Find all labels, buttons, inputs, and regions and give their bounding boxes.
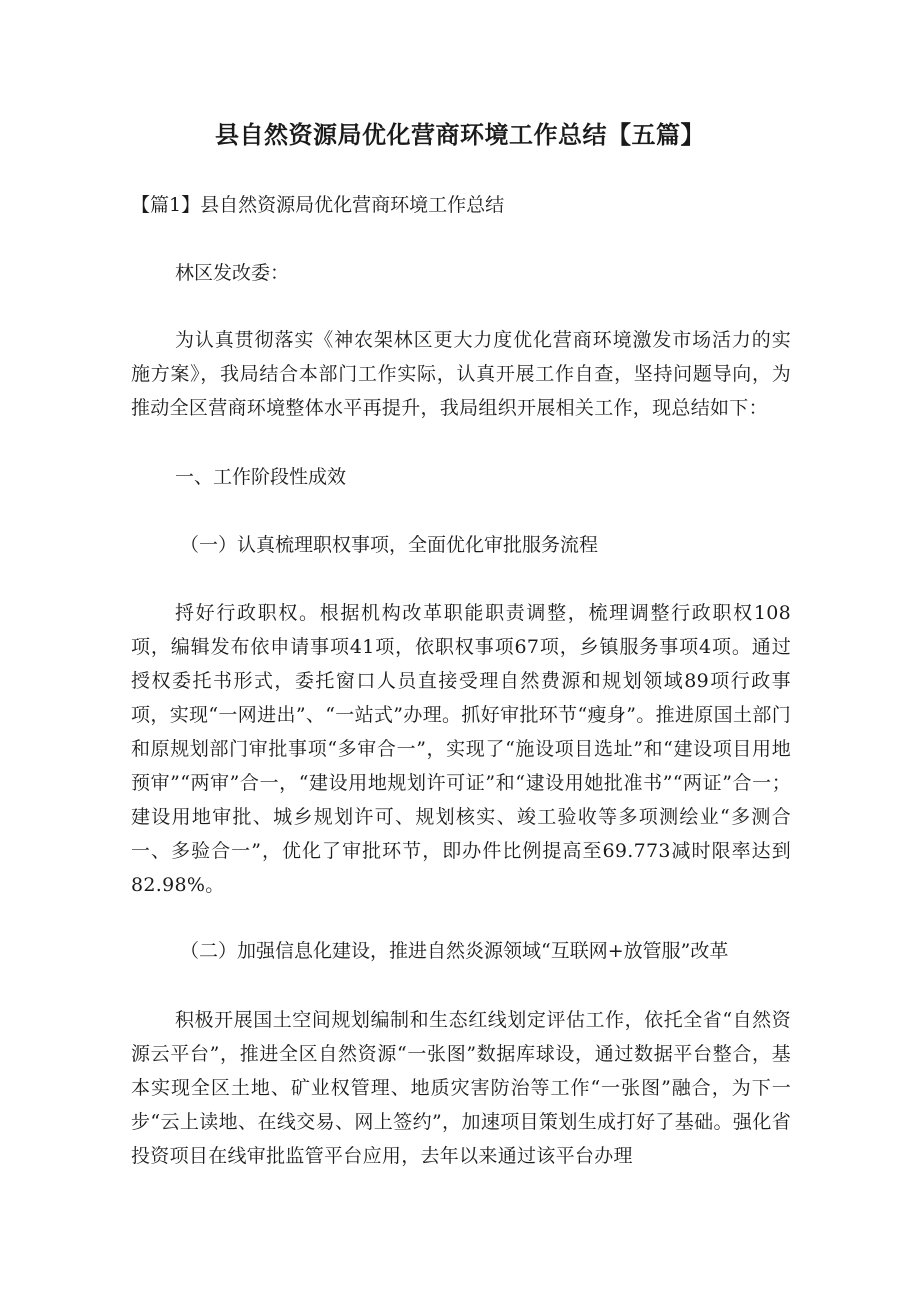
body-paragraph-2: 积极开展国土空间规划编制和生态红线划定评估工作，依托全省“自然资源云平台”，推进全区自然资源“一张图”数据库球设，通过数据平台整合，基本实现全区土地、矿业权管理、地质灾害防治等工作“一张图”融合，为下一步“云上读地、在线交易、网上签约”，加速项目策划生成打好了基础。强化省投资项目在线审批监管平台应用，去年以来通过该平台办理 (131, 1009, 791, 1167)
document-title: 县自然资源局优化营商环境工作总结【五篇】 (215, 121, 705, 149)
salutation: 林区发改委： (175, 262, 290, 284)
body-paragraph-1: 捋好行政职权。根据机构改革职能职责调整，梳理调整行政职权108项，编辑发布依申请事项41项，依职权事项67项，乡镇服务事项4项。通过授权委托书形式，委托窗口人员直接受理自然费源和规划领域89项行政事项，实现“一网进出”、“一站式”办理。抓好审批环节“瘦身”。推进原国土部门和原规划部门审批事项“多审合一”，实现了“施设项目选址”和“建设项目用地预审”“两审”合一，“建设用地规划许可证”和“逮设用她批准书”“两证”合一；建设用地审批、城乡规划许可、规划核实、竣工验收等多项测绘业“多测合一、多验合一”，优化了审批环节，即办件比例提高至69.773减时限率达到82.98%。 (131, 602, 791, 896)
article-subtitle: 【篇1】县自然资源局优化营商环境工作总结 (131, 194, 505, 216)
subsection-heading-1: （一）认真梳理职权事项，全面优化审批服务流程 (180, 534, 599, 556)
subsection-heading-2: （二）加强信息化建设，推进自然炎源领域“互联网+放管服”改革 (180, 940, 729, 962)
section-heading: 一、工作阶段性成效 (175, 466, 347, 488)
intro-paragraph: 为认真贯彻落实《神农架林区更大力度优化营商环境激发市场活力的实施方案》，我局结合本部门工作实际，认真开展工作自查，坚持问题导向，为推动全区营商环境整体水平再提升，我局组织开展相关工作，现总结如下： (131, 329, 791, 419)
